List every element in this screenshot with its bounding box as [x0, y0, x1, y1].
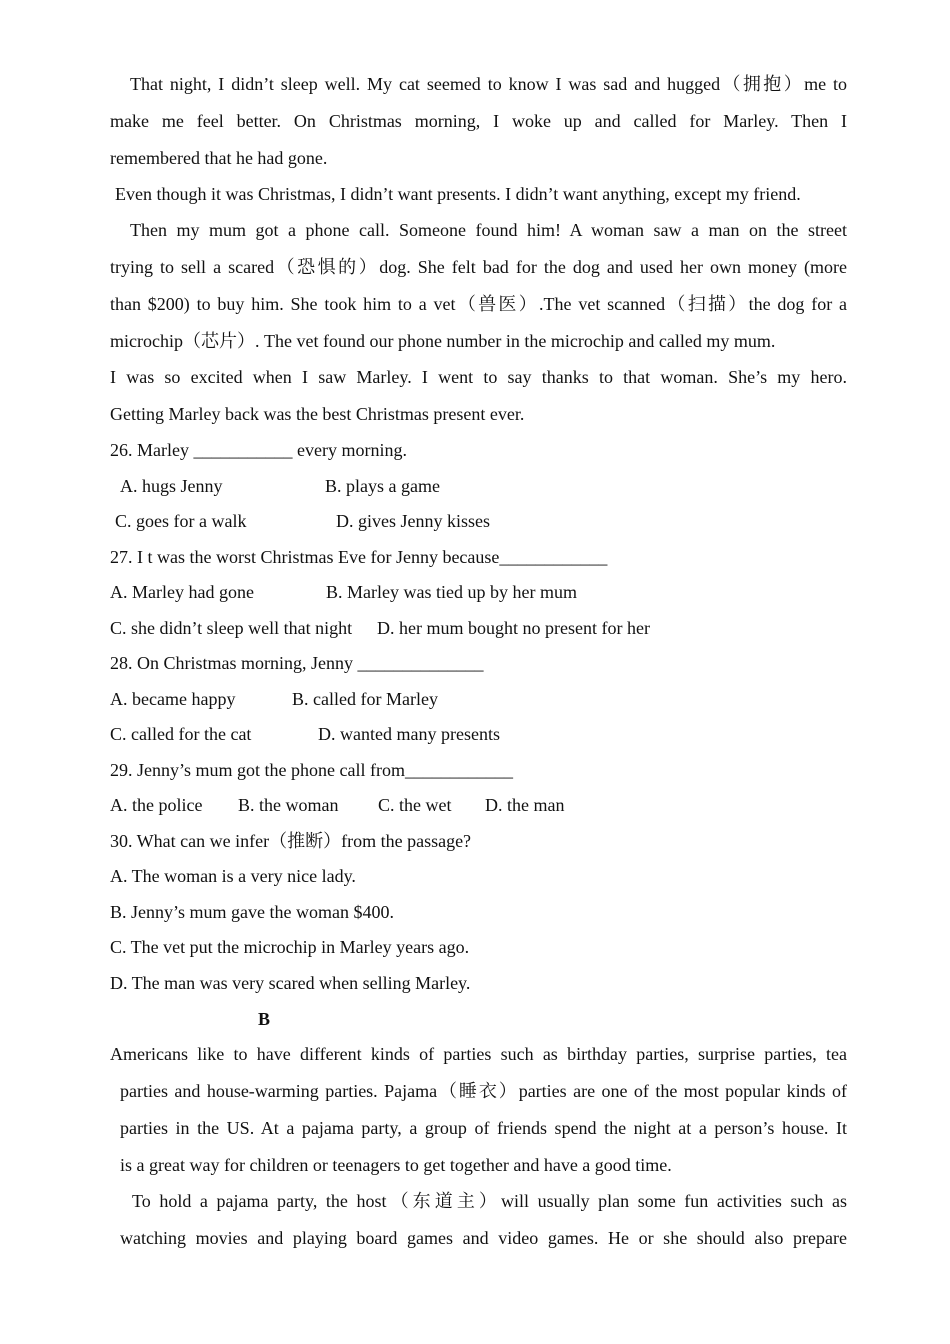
passage-a-p4-line-1: I was so excited when I saw Marley. I went to say thanks to that woman. She’s my hero.: [110, 367, 847, 387]
question-27-option-d: D. her mum bought no present for her: [377, 618, 650, 638]
passage-a-p3-line-1: Then my mum got a phone call. Someone found him! A woman saw a man on the street: [130, 220, 847, 240]
passage-b-p2-line-2: watching movies and playing board games and video games. He or she should also prepare: [120, 1228, 847, 1248]
question-30-option-b: B. Jenny’s mum gave the woman $400.: [110, 902, 394, 922]
question-27-option-c: C. she didn’t sleep well that night: [110, 618, 353, 638]
question-28-option-d: D. wanted many presents: [318, 724, 500, 744]
question-30-option-a: A. The woman is a very nice lady.: [110, 866, 356, 886]
passage-a-p3-line-3: than $200) to buy him. She took him to a vet（兽医）.The vet scanned（扫描）the dog for a: [110, 294, 847, 314]
passage-b-p1-line-4: is a great way for children or teenagers to get together and have a good time.: [120, 1155, 672, 1175]
question-29-stem: 29. Jenny’s mum got the phone call from____________: [110, 760, 513, 780]
question-26-option-b: B. plays a game: [325, 476, 440, 496]
question-29-option-c: C. the wet: [378, 795, 452, 815]
question-27-stem: 27. I t was the worst Christmas Eve for Jenny because____________: [110, 547, 608, 567]
passage-a-p3-line-2: trying to sell a scared（恐惧的）dog. She felt bad for the dog and used her own money (more: [110, 257, 847, 277]
question-26-option-d: D. gives Jenny kisses: [336, 511, 490, 531]
question-29-option-b: B. the woman: [238, 795, 339, 815]
question-28-option-c: C. called for the cat: [110, 724, 252, 744]
question-30-option-c: C. The vet put the microchip in Marley years ago.: [110, 937, 470, 957]
passage-a-p1-line-1: That night, I didn’t sleep well. My cat seemed to know I was sad and hugged（拥抱）me to: [130, 74, 847, 94]
question-27-option-a: A. Marley had gone: [110, 582, 254, 602]
passage-b-heading: B: [258, 1009, 271, 1029]
question-27-option-b: B. Marley was tied up by her mum: [326, 582, 577, 602]
question-28-option-a: A. became happy: [110, 689, 236, 709]
question-26-option-c: C. goes for a walk: [115, 511, 247, 531]
passage-b-p1-line-1: Americans like to have different kinds of parties such as birthday parties, surprise parties, tea: [110, 1044, 847, 1064]
passage-a-p3-line-4: microchip（芯片）. The vet found our phone number in the microchip and called my mum.: [110, 331, 776, 351]
passage-b-p2-line-1: To hold a pajama party, the host（东道主）will usually plan some fun activities such as: [132, 1191, 847, 1211]
passage-a-p4-line-2: Getting Marley back was the best Christmas present ever.: [110, 404, 525, 424]
question-26-stem: 26. Marley ___________ every morning.: [110, 440, 407, 460]
question-28-option-b: B. called for Marley: [292, 689, 438, 709]
passage-b-p1-line-3: parties in the US. At a pajama party, a group of friends spend the night at a person’s house. It: [120, 1118, 847, 1138]
question-29-option-d: D. the man: [485, 795, 565, 815]
passage-a-p1-line-3: remembered that he had gone.: [110, 148, 328, 168]
question-30-stem: 30. What can we infer（推断）from the passage?: [110, 831, 472, 851]
question-28-stem: 28. On Christmas morning, Jenny ______________: [110, 653, 484, 673]
question-30-option-d: D. The man was very scared when selling Marley.: [110, 973, 471, 993]
question-29-option-a: A. the police: [110, 795, 203, 815]
passage-a-p1-line-2: make me feel better. On Christmas morning, I woke up and called for Marley. Then I: [110, 111, 847, 131]
question-26-option-a: A. hugs Jenny: [120, 476, 223, 496]
passage-a-p2: Even though it was Christmas, I didn’t want presents. I didn’t want anything, except my friend.: [115, 184, 801, 204]
passage-b-p1-line-2: parties and house-warming parties. Pajama（睡衣）parties are one of the most popular kinds of: [120, 1081, 847, 1101]
